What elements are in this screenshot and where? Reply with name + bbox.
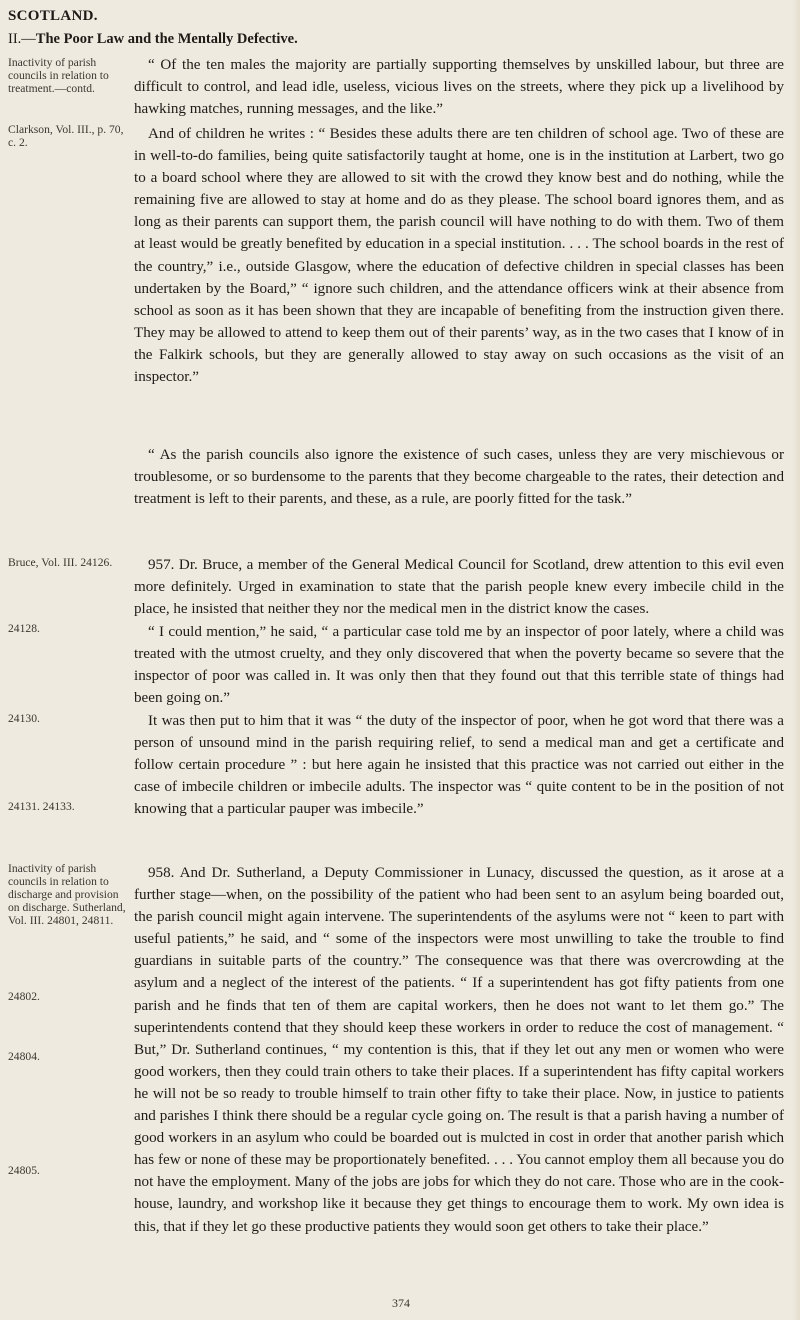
margin-note-topic-discharge: Inactivity of parish councils in relation to discharge and provision on discharge. Sutherland, Vol. III. 24801, 24811. xyxy=(8,862,126,927)
page-number: 374 xyxy=(392,1296,410,1310)
margin-note-24130: 24130. xyxy=(8,712,40,725)
margin-note-24805: 24805. xyxy=(8,1164,40,1177)
page-edge xyxy=(792,0,800,1320)
margin-note-24128: 24128. xyxy=(8,622,40,635)
paragraph-inspector-duty: It was then put to him that it was “ the duty of the inspector of poor, when he got word that there was a person of unsound mind in the parish requiring relief, to send a medical man and get a certificate and follow certain procedure ” : but here again he insisted that this practice was not carried out either in the case of imbecile children or imbecile adults. The inspector was “ quite content to be in the position of not knowing that a particular pauper was imbecile.” xyxy=(134,713,784,818)
margin-note-clarkson: Clarkson, Vol. III., p. 70, c. 2. xyxy=(8,123,124,149)
paragraph-parish-councils: “ As the parish councils also ignore the existence of such cases, unless they are very mischievous or troublesome, or so burdensome to the parents that they become chargeable to the rates, their detection and treatment is left to their parents, and these, as a rule, are poorly fitted for the task.” xyxy=(134,447,784,508)
margin-note-24804: 24804. xyxy=(8,1050,40,1063)
section-title: The Poor Law and the Mentally Defective. xyxy=(35,31,298,47)
margin-note-topic-treatment: Inactivity of parish councils in relation to treatment.—contd. xyxy=(8,56,109,95)
margin-note-bruce: Bruce, Vol. III. 24126. xyxy=(8,556,113,569)
country-heading: SCOTLAND. xyxy=(8,8,98,24)
margin-note-24131: 24131. 24133. xyxy=(8,800,75,813)
paragraph-957: 957. Dr. Bruce, a member of the General Medical Council for Scotland, drew attention to this evil even more definitely. Urged in examination to state that the parish people knew every imbecile child in the place, he insisted that neither they nor the medical men in the district know the cases. xyxy=(134,557,784,618)
margin-note-24802: 24802. xyxy=(8,990,40,1003)
paragraph-males: “ Of the ten males the majority are partially supporting themselves by unskilled labour, but three are difficult to control, and lead idle, useless, vicious lives on the streets, where they pick up a livelihood by hawking matches, running messages, and the like.” xyxy=(134,57,784,118)
section-prefix: II.— xyxy=(8,31,36,47)
paragraph-958: 958. And Dr. Sutherland, a Deputy Commissioner in Lunacy, discussed the question, as it arose at a further stage—when, on the possibility of the patient who had been sent to an asylum being boarded out, the parish council might again intervene. The superintendents of the asylums were not “ keen to part with useful patients,” he said, and “ some of the inspectors were most unwilling to take the trouble to find guardians in suitable parts of the country.” The consequence was that there was overcrowding at the asylum and a neglect of the interest of the patients. “ If a superintendent has got fifty patients from one parish and he finds that ten of them are capital workers, then he does not want to let them go.” The superintendents contend that they should keep these workers in order to reduce the cost of management. “ But,” Dr. Sutherland continues, “ my contention is this, that if they let out any men or women who were good workers, then they could train others to take their places. If a superintendent has fifty capital workers he will not be so ready to trouble himself to train other fifty to take their place. Now, in justice to patients and parishes I think there should be a regular cycle going on. The result is that a parish having a number of good workers in an asylum who could be boarded out is mulcted in cost in order that another parish which has few or none of these may be proportionately benefited. . . . You cannot employ them all because you do not have the employment. Many of the jobs are jobs for which they do not care. Those who are in the cook-house, laundry, and workshop like it because they get things to encourage them to work. My own idea is this, that if they let go these productive patients they would soon get others to take their place.” xyxy=(134,865,784,1235)
section-heading xyxy=(8,31,298,48)
paragraph-bruce-quote: “ I could mention,” he said, “ a particular case told me by an inspector of poor lately, where a child was treated with the utmost cruelty, and they only discovered that when the poverty became so severe that the inspector of poor was called in. It was only then that they found out that this terrible state of things had been going on.” xyxy=(134,624,784,707)
paragraph-children: And of children he writes : “ Besides these adults there are ten children of school age. Two of these are in well-to-do families, being quite satisfactorily taught at home, one is in the institution at Larbert, two go to a board school where they are allowed to sit with the crowd they know best and do nothing, while the remaining five are allowed to stay at home and do as they please. The school board ignores them, and as long as their parents can support them, the parish council will have nothing to do with them. Two of them at least would be greatly benefited by education in a special institution. . . . The school boards in the rest of the country,” i.e., outside Glasgow, where the education of defective children in special classes has been undertaken by the Board,” “ ignore such children, and the attendance officers wink at their absence from school as soon as it has been shown that they are incapable of benefiting from the instruction given there. They may be allowed to attend to keep them out of their parents’ way, as in the two cases that I know of in the Falkirk schools, but they are generally allowed to stay away on such occasions as the visit of an inspector.” xyxy=(134,126,784,386)
